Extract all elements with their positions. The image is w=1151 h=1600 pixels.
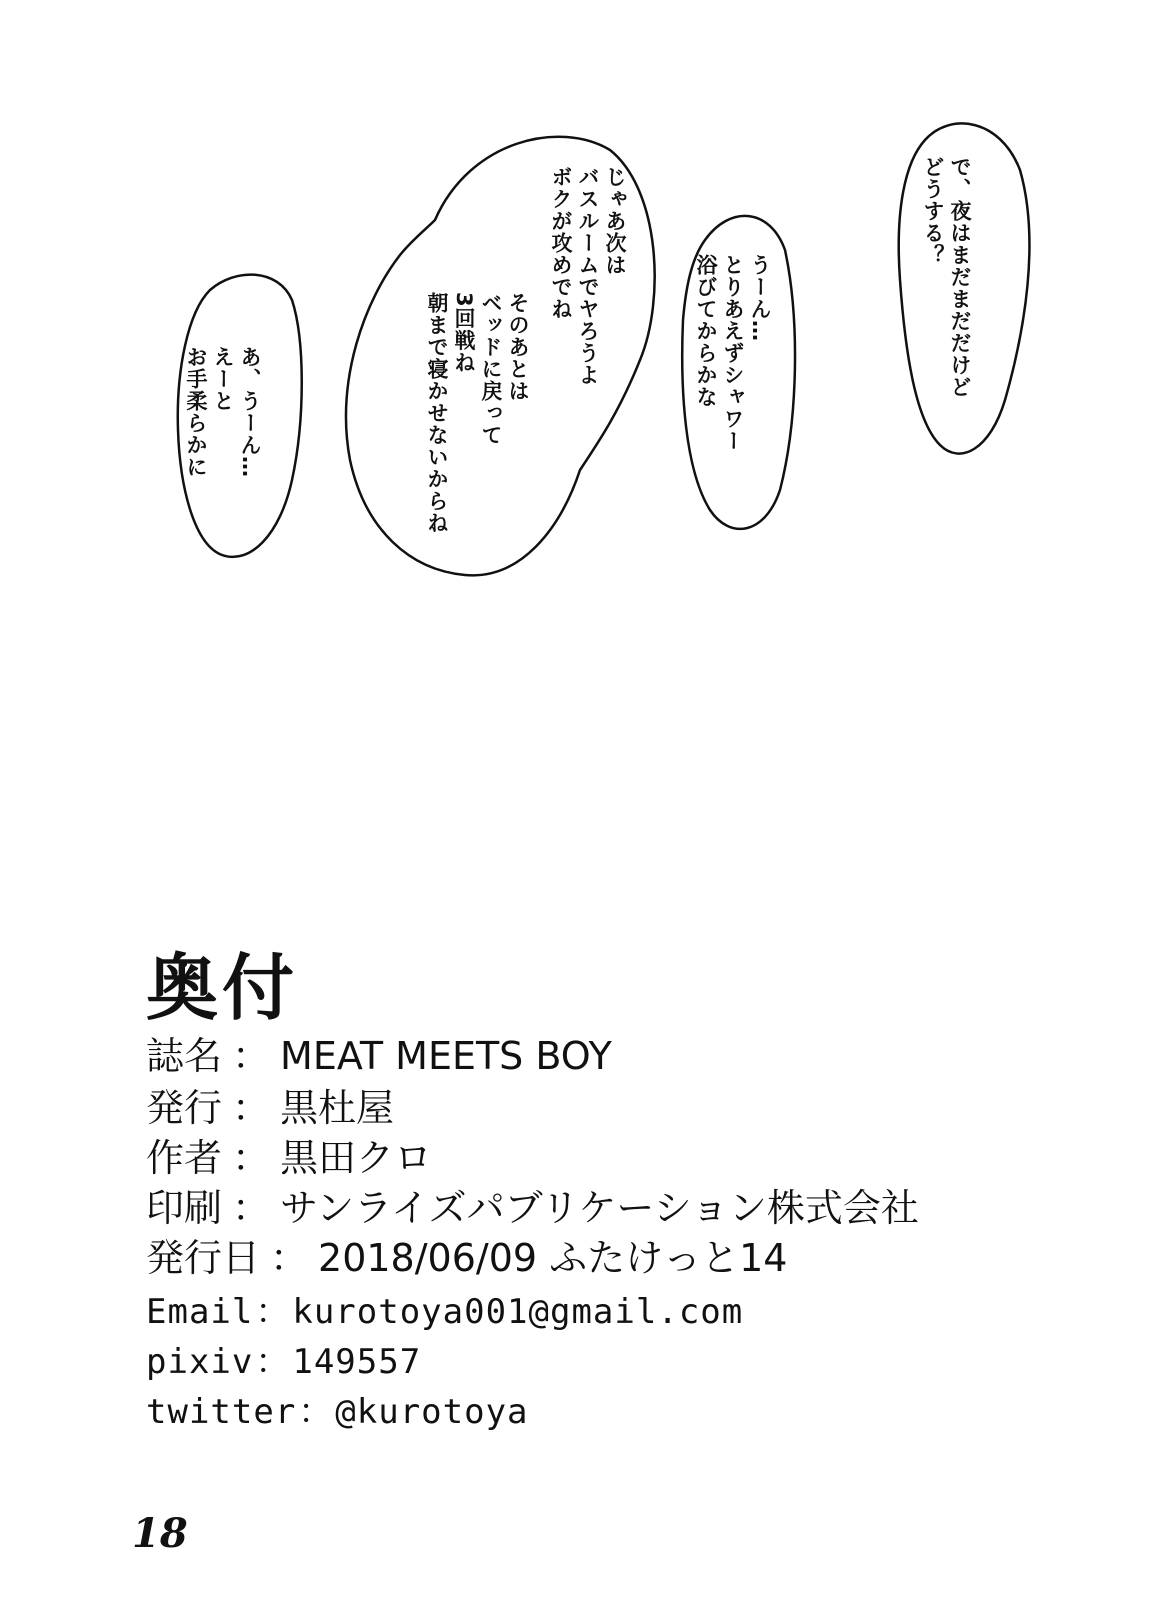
colophon-title: 奥付: [146, 946, 299, 1030]
colophon-row-printer: [146, 1186, 919, 1230]
bubble-text-4: そのあとは ベッドに戻って 3回戦ね 朝まで寝かせないからね: [425, 292, 530, 534]
row-label: 発行: [146, 1086, 223, 1130]
row-separator: ：: [232, 1136, 271, 1180]
row-separator: ：: [255, 1342, 291, 1382]
row-value: MEAT MEETS BOY: [280, 1034, 612, 1078]
row-value: 黒田クロ: [280, 1136, 433, 1180]
row-label: 作者: [146, 1136, 223, 1180]
bubble-text-3: じゃあ次は バスルームでヤろうよ ボクが攻めでね: [549, 166, 627, 386]
colophon-row-twitter: [146, 1390, 529, 1434]
row-value: サンライズパブリケーション株式会社: [280, 1186, 919, 1230]
twitter-handle[interactable]: @kurotoya: [335, 1392, 529, 1432]
row-separator: ：: [298, 1392, 334, 1432]
colophon-row-title: [146, 1034, 612, 1078]
row-label: twitter: [146, 1392, 297, 1432]
email-link[interactable]: kurotoya001@gmail.com: [292, 1292, 744, 1332]
colophon-row-author: [146, 1136, 432, 1180]
row-label: pixiv: [146, 1342, 254, 1382]
page-number: 18: [132, 1510, 188, 1557]
row-value: 黒杜屋: [280, 1086, 395, 1130]
colophon-row-date: [146, 1236, 787, 1280]
colophon-row-publisher: [146, 1086, 394, 1130]
row-label: 誌名: [146, 1034, 223, 1078]
row-label: 発行日: [146, 1236, 261, 1280]
row-separator: ：: [232, 1086, 271, 1130]
row-separator: ：: [232, 1034, 271, 1078]
row-value: 2018/06/09 ふたけっと14: [318, 1236, 788, 1280]
row-separator: ：: [232, 1186, 271, 1230]
row-label: 印刷: [146, 1186, 223, 1230]
bubble-text-5: あ、うーん… えーと お手柔らかに: [184, 346, 262, 478]
bubble-text-1: で、夜はまだまだだけど どうする？: [921, 156, 972, 398]
row-label: Email: [146, 1292, 254, 1332]
bubble-text-2: うーん… とりあえずシャワー 浴びてからかな: [694, 254, 772, 452]
pixiv-id: 149557: [292, 1342, 422, 1382]
row-separator: ：: [255, 1292, 291, 1332]
colophon-row-email: [146, 1290, 743, 1334]
colophon-row-pixiv: [146, 1340, 421, 1384]
row-separator: ：: [270, 1236, 309, 1280]
